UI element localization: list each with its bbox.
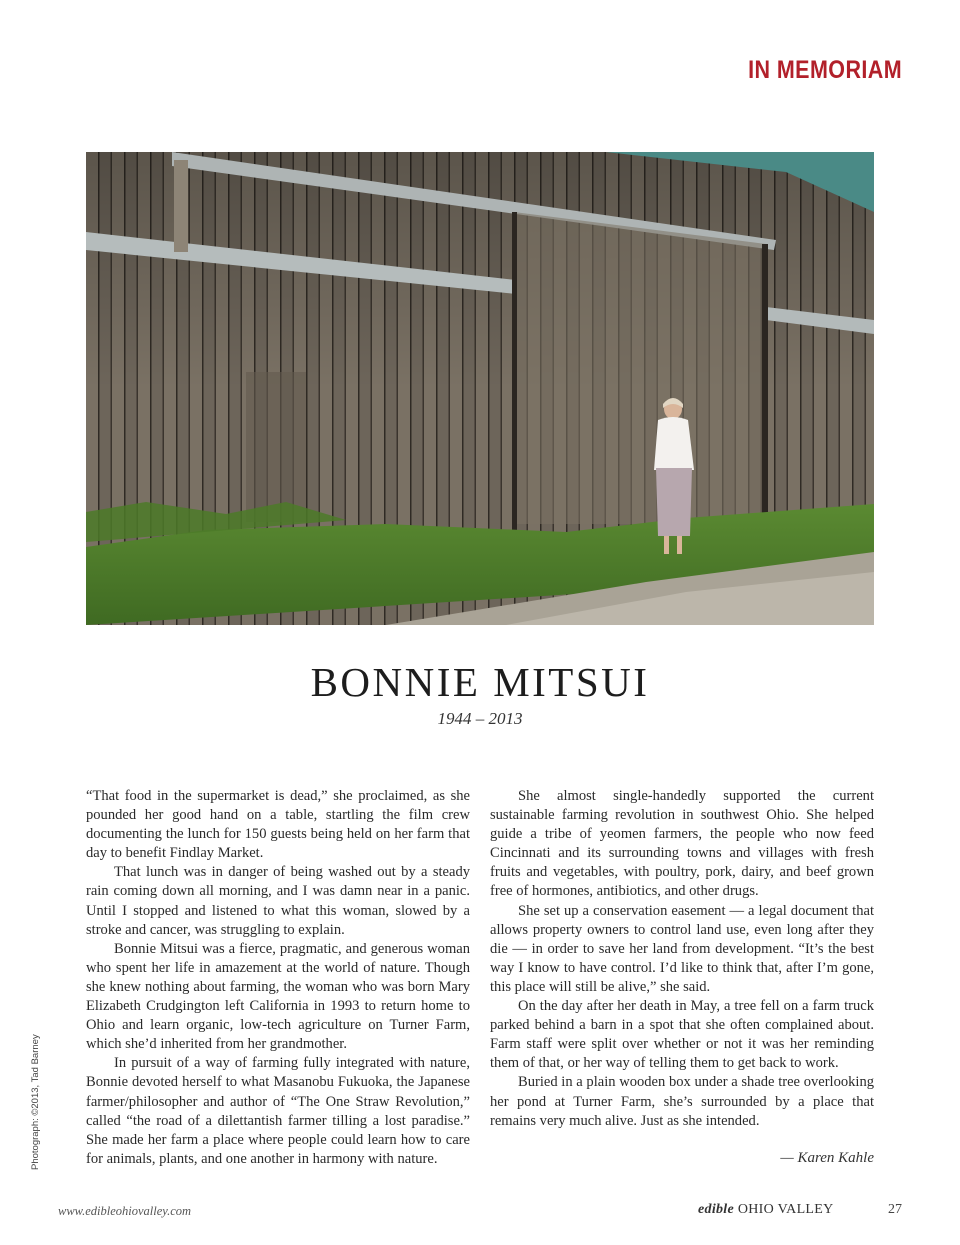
paragraph: That lunch was in danger of being washed out by a steady rain coming down all morning, and I was damn near in a panic. Until I stopped and listened to what this woman, slowed by a stroke and cancer, was struggling to explain. [86, 864, 470, 938]
brand-region: OHIO VALLEY [737, 1202, 834, 1217]
life-dates: 1944 – 2013 [437, 709, 523, 728]
page-number: 27 [888, 1202, 902, 1217]
photo-credit: Photograph: ©2013, Tad Barney [30, 1034, 41, 1170]
footer-brand [698, 1202, 834, 1218]
article-column-left [86, 787, 470, 1169]
person-figure [654, 398, 694, 554]
author-signature: — Karen Kahle [780, 1150, 874, 1166]
paragraph: She set up a conservation easement — a legal document that allows property owners to control land use, even long after they die — in order to save her land from development. “It’s the best way I know to have control. I’d like to think that, after I’m gone, this place will still be alive,” she said. [490, 902, 874, 995]
article-column-right [490, 787, 874, 1131]
paragraph: On the day after her death in May, a tree fell on a farm truck parked behind a barn in a spot that she often complained about. Farm staff were split over whether or not it was her reminding them of that, or her way of telling them to get back to work. [490, 998, 874, 1072]
brand-edible: edible [698, 1202, 735, 1217]
footer-url[interactable]: www.edibleohiovalley.com [58, 1204, 192, 1218]
obituary-name: BONNIE MITSUI [310, 659, 650, 705]
paragraph: Buried in a plain wooden box under a shade tree overlooking her pond at Turner Farm, she’s surrounded by a place that remains very much alive. Just as she intended. [490, 1074, 874, 1129]
paragraph: In pursuit of a way of farming fully integrated with nature, Bonnie devoted herself to what Masanobu Fukuoka, the Japanese farmer/philosopher and author of “The One Straw Revolution,” called “the road of a dilettantish farmer tilling a lost paradise.” She made her farm a place where people could learn how to care for animals, plants, and one another in harmony with nature. [86, 1055, 470, 1167]
paragraph: “That food in the supermarket is dead,” she proclaimed, as she pounded her good hand on a table, startling the film crew documenting the lunch for 150 guests being held on her farm that day to benefit Findlay Market. [86, 788, 470, 862]
section-tag: IN MEMORIAM [747, 56, 902, 84]
barn-photo [86, 152, 874, 625]
paragraph: She almost single-handedly supported the current sustainable farming revolution in southwest Ohio. She helped guide a tribe of yeomen farmers, the people who now feed Cincinnati and its surrounding towns and villages with fresh fruits and vegetables, with poultry, pork, dairy, and beef grown free of hormones, antibiotics, and other drugs. [490, 788, 874, 900]
paragraph: Bonnie Mitsui was a fierce, pragmatic, and generous woman who spent her life in amazement at the world of nature. Though she knew nothing about farming, the woman who was born Mary Elizabeth Crudgington left California in 1993 to return home to Ohio and learn organic, low-tech agriculture on Turner Farm, which she’d inherited from her grandmother. [86, 940, 470, 1053]
